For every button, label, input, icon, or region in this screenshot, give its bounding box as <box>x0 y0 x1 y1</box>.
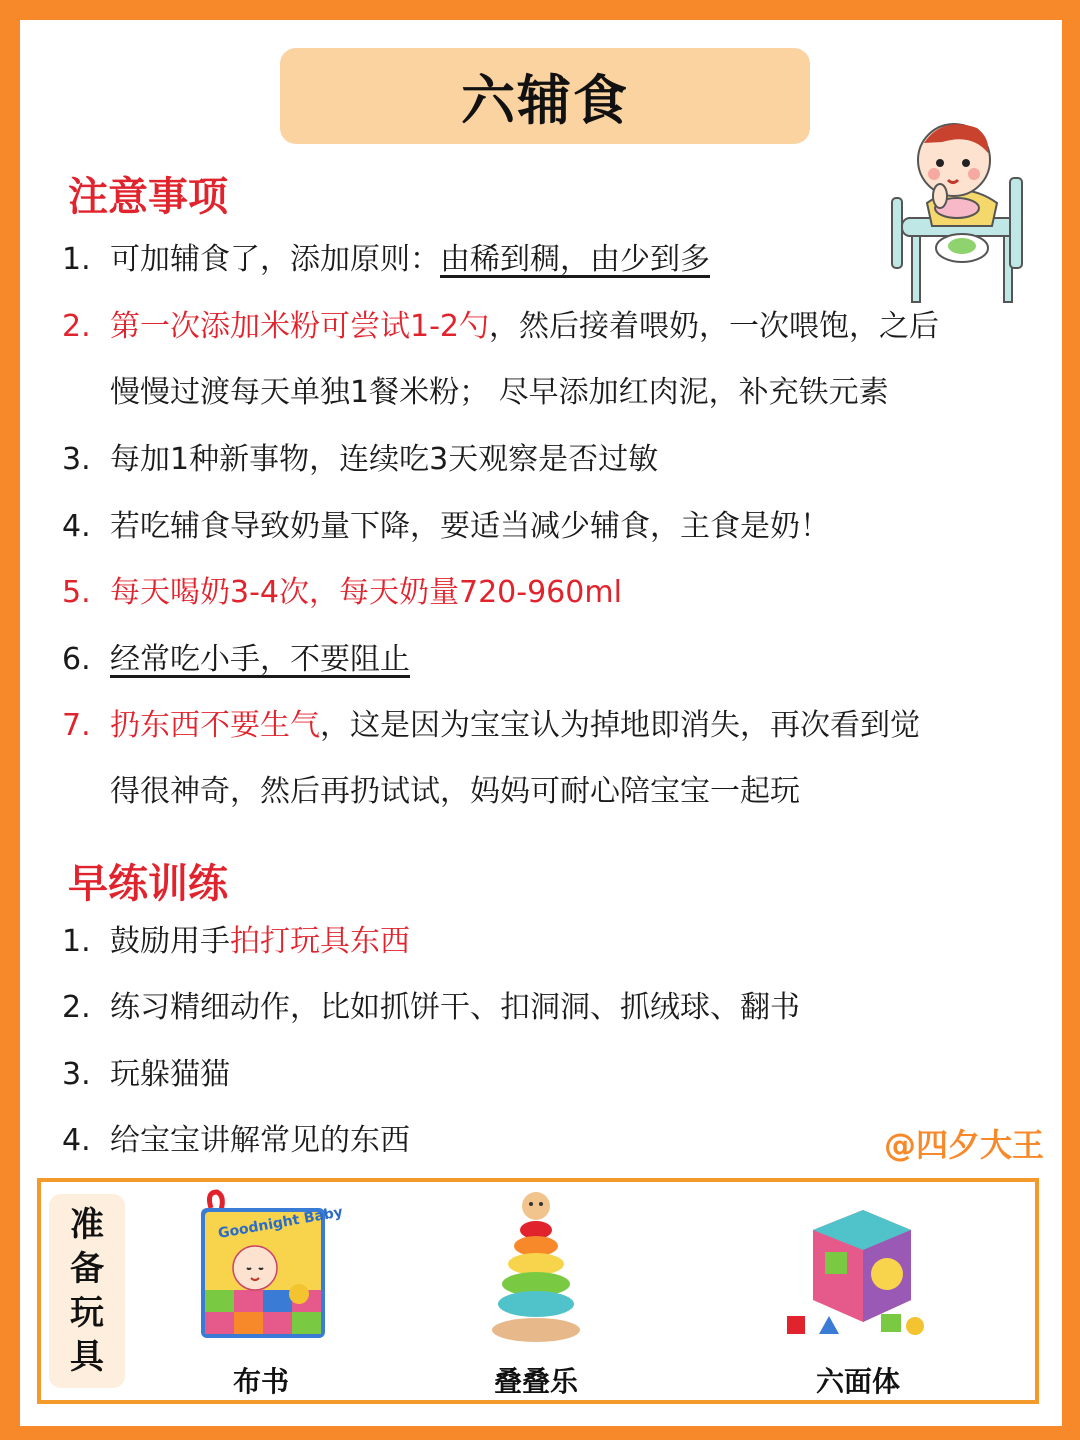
training-item-2: 2. 练习精细动作，比如抓饼干、扣洞洞、抓绒球、翻书 <box>62 990 800 1025</box>
notes-item-4: 4. 若吃辅食导致奶量下降，要适当减少辅食，主食是奶！ <box>62 509 830 544</box>
cloth-book-icon <box>191 1190 345 1352</box>
notes-item-7-continued: 得很神奇，然后再扔试试，妈妈可耐心陪宝宝一起玩 <box>110 774 800 809</box>
stacking-rings-icon <box>481 1190 591 1352</box>
book-cover-text: Goodnight Baby <box>216 1204 345 1242</box>
toy-cloth-book <box>191 1190 345 1400</box>
toy-name-activity-cube: 六面体 <box>815 1365 900 1398</box>
training-item-1: 1. 鼓励用手拍打玩具东西 <box>62 924 410 959</box>
notes-item-7: 7. 扔东西不要生气，这是因为宝宝认为掉地即消失，再次看到觉 <box>62 708 920 743</box>
page-title: 六辅食 <box>461 68 629 132</box>
training-item-4: 4. 给宝宝讲解常见的东西 <box>62 1123 410 1158</box>
notes-heading: 注意事项 <box>68 174 228 220</box>
toy-name-cloth-book: 布书 <box>232 1365 289 1398</box>
training-heading: 早练训练 <box>68 861 228 907</box>
baby-in-highchair-illustration <box>882 108 1032 308</box>
content-card <box>20 20 1062 1426</box>
toys-label: 准 备 玩 具 <box>49 1194 125 1388</box>
notes-item-5: 5. 每天喝奶3-4次，每天奶量720-960ml <box>62 575 622 610</box>
notes-item-1: 1. 可加辅食了，添加原则：由稀到稠，由少到多 <box>62 242 710 277</box>
toy-activity-cube <box>783 1190 933 1400</box>
toy-stacking-rings <box>481 1190 591 1400</box>
notes-item-6: 6. 经常吃小手，不要阻止 <box>62 642 410 677</box>
author-watermark: @四夕大王 <box>883 1126 1044 1164</box>
toys-panel <box>37 1178 1039 1404</box>
activity-cube-icon <box>783 1190 933 1352</box>
toy-name-stacking-rings: 叠叠乐 <box>493 1365 578 1398</box>
title-banner <box>280 48 810 144</box>
notes-item-3: 3. 每加1种新事物，连续吃3天观察是否过敏 <box>62 442 659 477</box>
training-item-3: 3. 玩躲猫猫 <box>62 1057 230 1092</box>
notes-item-2-continued: 慢慢过渡每天单独1餐米粉； 尽早添加红肉泥，补充铁元素 <box>110 375 889 410</box>
notes-item-2: 2. 第一次添加米粉可尝试1-2勺，然后接着喂奶，一次喂饱，之后 <box>62 309 939 344</box>
